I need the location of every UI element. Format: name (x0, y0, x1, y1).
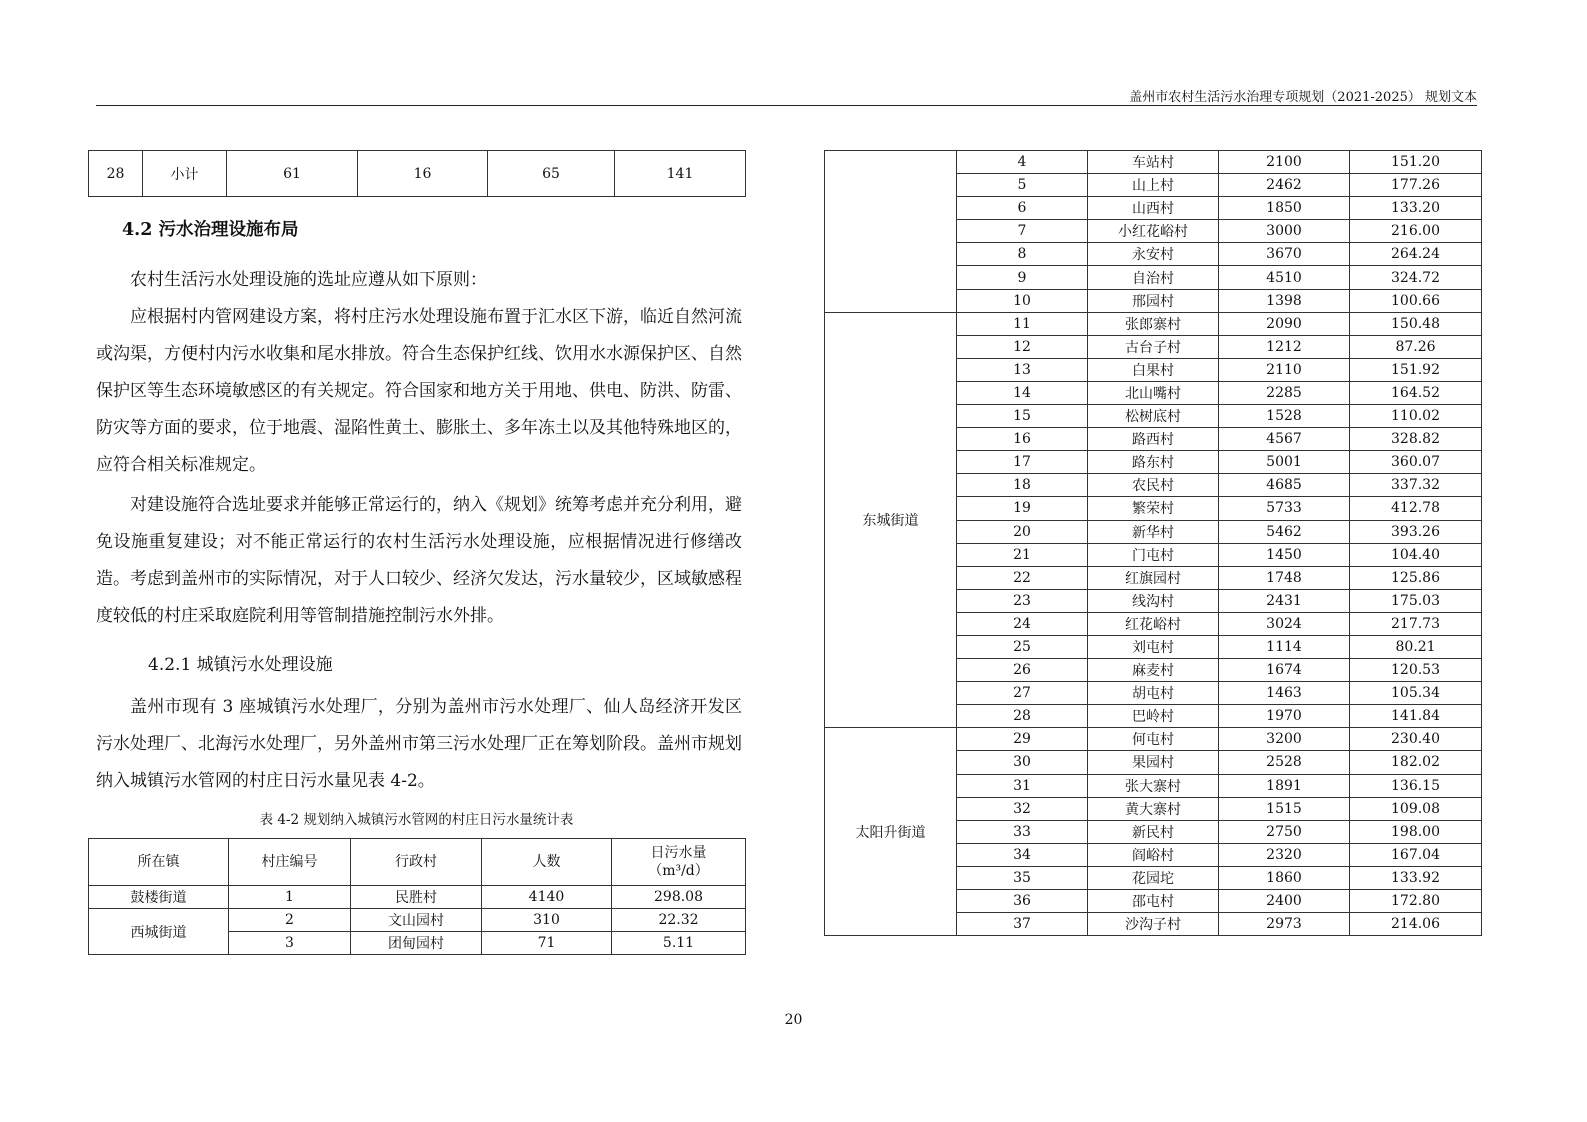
table-cell: 1 (229, 886, 351, 909)
table-cell: 35 (957, 866, 1088, 889)
table-cell: 8 (957, 243, 1088, 266)
table-cell: 3024 (1219, 612, 1350, 635)
table-cell: 412.78 (1350, 497, 1482, 520)
table-cell: 1450 (1219, 543, 1350, 566)
table-cell: 141.84 (1350, 705, 1482, 728)
table-cell: 21 (957, 543, 1088, 566)
table-cell: 2285 (1219, 381, 1350, 404)
table-cell: 264.24 (1350, 243, 1482, 266)
table-cell: 阎峪村 (1088, 843, 1219, 866)
page-number: 20 (784, 1012, 803, 1028)
section-heading: 4.2 污水治理设施布局 (122, 220, 299, 240)
table-cell: 2750 (1219, 820, 1350, 843)
table-cell: 1748 (1219, 566, 1350, 589)
table-cell: 3200 (1219, 728, 1350, 751)
table-cell: 182.02 (1350, 751, 1482, 774)
table-cell: 136.15 (1350, 774, 1482, 797)
table-cell: 3000 (1219, 220, 1350, 243)
table-cell: 27 (957, 682, 1088, 705)
town-cell (825, 151, 957, 313)
table-row (825, 312, 1482, 335)
table-cell: 109.08 (1350, 797, 1482, 820)
table-cell: 4685 (1219, 474, 1350, 497)
table-cell: 31 (957, 774, 1088, 797)
table-cell: 298.08 (612, 886, 746, 909)
table-cell: 310 (482, 909, 612, 932)
table-cell: 4510 (1219, 266, 1350, 289)
table-cell: 150.48 (1350, 312, 1482, 335)
paragraph-siting: 应根据村内管网建设方案，将村庄污水处理设施布置于汇水区下游，临近自然河流或沟渠，方便村内污水收集和尾水排放。符合生态保护红线、饮用水水源保护区、自然保护区等生态环境敏感区的有关规定。符合国家和地方关于用地、供电、防洪、防雷、防灾等方面的要求，位于地震、湿陷性黄土、膨胀土、多年冻土以及其他特殊地区的，应符合相关标准规定。 (96, 307, 742, 475)
table-cell: 1212 (1219, 335, 1350, 358)
table-cell: 214.06 (1350, 913, 1482, 936)
table-cell: 2462 (1219, 174, 1350, 197)
village-sewage-table-continued (824, 150, 1482, 936)
table-cell: 4140 (482, 886, 612, 909)
table-cell: 路东村 (1088, 451, 1219, 474)
table-row (89, 909, 746, 932)
table-cell: 白果村 (1088, 358, 1219, 381)
table-cell: 2110 (1219, 358, 1350, 381)
table-cell: 28 (89, 151, 143, 197)
table-cell: 麻麦村 (1088, 659, 1219, 682)
table-cell: 2400 (1219, 890, 1350, 913)
table-cell: 151.20 (1350, 151, 1482, 174)
table-cell: 1970 (1219, 705, 1350, 728)
table-cell: 线沟村 (1088, 589, 1219, 612)
table-cell: 1398 (1219, 289, 1350, 312)
table-cell: 2528 (1219, 751, 1350, 774)
header-rule (96, 105, 1477, 106)
table-cell: 小计 (143, 151, 227, 197)
table-cell: 1463 (1219, 682, 1350, 705)
header-sewage-unit: （m³/d） (648, 863, 709, 879)
table-cell: 16 (957, 428, 1088, 451)
table-cell: 87.26 (1350, 335, 1482, 358)
table-cell: 农民村 (1088, 474, 1219, 497)
table-cell: 张大寨村 (1088, 774, 1219, 797)
table-cell: 何屯村 (1088, 728, 1219, 751)
table-cell: 22 (957, 566, 1088, 589)
header-sewage-label: 日污水量 (650, 845, 707, 861)
table-cell: 328.82 (1350, 428, 1482, 451)
table-cell: 红花峪村 (1088, 612, 1219, 635)
town-cell: 鼓楼街道 (89, 886, 229, 909)
table-cell: 29 (957, 728, 1088, 751)
table-cell: 路西村 (1088, 428, 1219, 451)
table-cell: 2973 (1219, 913, 1350, 936)
table-cell: 133.20 (1350, 197, 1482, 220)
table-cell: 1674 (1219, 659, 1350, 682)
table-cell: 177.26 (1350, 174, 1482, 197)
table-cell: 果园村 (1088, 751, 1219, 774)
table-cell: 33 (957, 820, 1088, 843)
table-cell: 337.32 (1350, 474, 1482, 497)
table-cell: 9 (957, 266, 1088, 289)
table-cell: 繁荣村 (1088, 497, 1219, 520)
table-cell: 17 (957, 451, 1088, 474)
table-cell: 1528 (1219, 405, 1350, 428)
table-cell: 民胜村 (351, 886, 482, 909)
table-cell: 松树底村 (1088, 405, 1219, 428)
table-cell: 1850 (1219, 197, 1350, 220)
table-cell: 5 (957, 174, 1088, 197)
header-sewage (612, 839, 746, 886)
table-cell: 文山园村 (351, 909, 482, 932)
table-cell: 永安村 (1088, 243, 1219, 266)
table-cell: 25 (957, 635, 1088, 658)
table-cell: 18 (957, 474, 1088, 497)
table-cell: 4 (957, 151, 1088, 174)
header-village: 行政村 (351, 839, 482, 886)
table-cell: 34 (957, 843, 1088, 866)
table-cell: 2100 (1219, 151, 1350, 174)
table-cell: 100.66 (1350, 289, 1482, 312)
table-cell: 324.72 (1350, 266, 1482, 289)
table-cell: 2320 (1219, 843, 1350, 866)
table-cell: 门屯村 (1088, 543, 1219, 566)
table-cell: 104.40 (1350, 543, 1482, 566)
table-cell: 4567 (1219, 428, 1350, 451)
table-cell: 105.34 (1350, 682, 1482, 705)
table-cell: 28 (957, 705, 1088, 728)
table-cell: 172.80 (1350, 890, 1482, 913)
table-cell: 217.73 (1350, 612, 1482, 635)
table-cell: 110.02 (1350, 405, 1482, 428)
table-cell: 5001 (1219, 451, 1350, 474)
table-cell: 10 (957, 289, 1088, 312)
table-cell: 32 (957, 797, 1088, 820)
table-cell: 北山嘴村 (1088, 381, 1219, 404)
table-cell: 5733 (1219, 497, 1350, 520)
table-cell: 1891 (1219, 774, 1350, 797)
table-cell: 小红花峪村 (1088, 220, 1219, 243)
table-cell: 24 (957, 612, 1088, 635)
table-cell: 65 (488, 151, 615, 197)
table-cell: 团甸园村 (351, 932, 482, 955)
table-cell: 黄大寨村 (1088, 797, 1219, 820)
table-cell: 山西村 (1088, 197, 1219, 220)
paragraph-reuse: 对建设施符合选址要求并能够正常运行的，纳入《规划》统筹考虑并充分利用，避免设施重复建设；对不能正常运行的农村生活污水处理设施，应根据情况进行修缮改造。考虑到盖州市的实际情况，对于人口较少、经济欠发达，污水量较少，区域敏感程度较低的村庄采取庭院利用等管制措施控制污水外排。 (96, 495, 742, 626)
table-cell: 1515 (1219, 797, 1350, 820)
running-header: 盖州市农村生活污水治理专项规划（2021-2025） 规划文本 (1129, 90, 1477, 105)
table-cell: 61 (227, 151, 358, 197)
table-row (825, 151, 1482, 174)
table-cell: 11 (957, 312, 1088, 335)
table-cell: 23 (957, 589, 1088, 612)
table-cell: 151.92 (1350, 358, 1482, 381)
table-cell: 360.07 (1350, 451, 1482, 474)
table-cell: 5.11 (612, 932, 746, 955)
table-cell: 2090 (1219, 312, 1350, 335)
table-cell: 198.00 (1350, 820, 1482, 843)
table-cell: 37 (957, 913, 1088, 936)
subtotal-row (89, 151, 746, 197)
table-cell: 2431 (1219, 589, 1350, 612)
table-cell: 1860 (1219, 866, 1350, 889)
table-cell: 2 (229, 909, 351, 932)
table-row (89, 886, 746, 909)
table-cell: 12 (957, 335, 1088, 358)
table-cell: 133.92 (1350, 866, 1482, 889)
table-cell: 1114 (1219, 635, 1350, 658)
table-cell: 16 (358, 151, 488, 197)
paragraph-plants: 盖州市现有 3 座城镇污水处理厂，分别为盖州市污水处理厂、仙人岛经济开发区污水处理厂、北海污水处理厂，另外盖州市第三污水处理厂正在筹划阶段。盖州市规划纳入城镇污水管网的村庄日污水量见表 4-2。 (96, 697, 742, 791)
table-cell: 新民村 (1088, 820, 1219, 843)
table-cell: 邢园村 (1088, 289, 1219, 312)
table-cell: 120.53 (1350, 659, 1482, 682)
table-cell: 车站村 (1088, 151, 1219, 174)
table-cell: 26 (957, 659, 1088, 682)
table-cell: 5462 (1219, 520, 1350, 543)
table-row (825, 728, 1482, 751)
header-population: 人数 (482, 839, 612, 886)
table-cell: 邵屯村 (1088, 890, 1219, 913)
header-town: 所在镇 (89, 839, 229, 886)
table-cell: 71 (482, 932, 612, 955)
paragraph-intro: 农村生活污水处理设施的选址应遵从如下原则： (130, 270, 487, 290)
table-cell: 刘屯村 (1088, 635, 1219, 658)
table-cell: 80.21 (1350, 635, 1482, 658)
table-header-row (89, 839, 746, 886)
table-cell: 20 (957, 520, 1088, 543)
table-cell: 125.86 (1350, 566, 1482, 589)
table-cell: 沙沟子村 (1088, 913, 1219, 936)
header-code: 村庄编号 (229, 839, 351, 886)
table-cell: 3670 (1219, 243, 1350, 266)
table-cell: 7 (957, 220, 1088, 243)
table-cell: 19 (957, 497, 1088, 520)
town-cell: 东城街道 (825, 312, 957, 728)
table-caption: 表 4-2 规划纳入城镇污水管网的村庄日污水量统计表 (259, 812, 574, 828)
subsection-heading: 4.2.1 城镇污水处理设施 (148, 655, 333, 675)
table-cell: 22.32 (612, 909, 746, 932)
table-cell: 6 (957, 197, 1088, 220)
table-cell: 花园坨 (1088, 866, 1219, 889)
table-cell: 自治村 (1088, 266, 1219, 289)
town-cell: 太阳升街道 (825, 728, 957, 936)
table-cell: 13 (957, 358, 1088, 381)
table-cell: 巴岭村 (1088, 705, 1219, 728)
table-cell: 167.04 (1350, 843, 1482, 866)
table-cell: 164.52 (1350, 381, 1482, 404)
table-cell: 230.40 (1350, 728, 1482, 751)
table-cell: 393.26 (1350, 520, 1482, 543)
table-cell: 山上村 (1088, 174, 1219, 197)
table-cell: 175.03 (1350, 589, 1482, 612)
table-cell: 15 (957, 405, 1088, 428)
table-cell: 张郎寨村 (1088, 312, 1219, 335)
table-cell: 3 (229, 932, 351, 955)
table-cell: 141 (615, 151, 746, 197)
town-cell: 西城街道 (89, 909, 229, 955)
table-cell: 36 (957, 890, 1088, 913)
table-cell: 红旗园村 (1088, 566, 1219, 589)
table-cell: 胡屯村 (1088, 682, 1219, 705)
table-cell: 古台子村 (1088, 335, 1219, 358)
table-cell: 216.00 (1350, 220, 1482, 243)
table-cell: 新华村 (1088, 520, 1219, 543)
village-sewage-table (88, 838, 746, 955)
table-cell: 30 (957, 751, 1088, 774)
continued-table-subtotal (88, 150, 746, 197)
table-cell: 14 (957, 381, 1088, 404)
